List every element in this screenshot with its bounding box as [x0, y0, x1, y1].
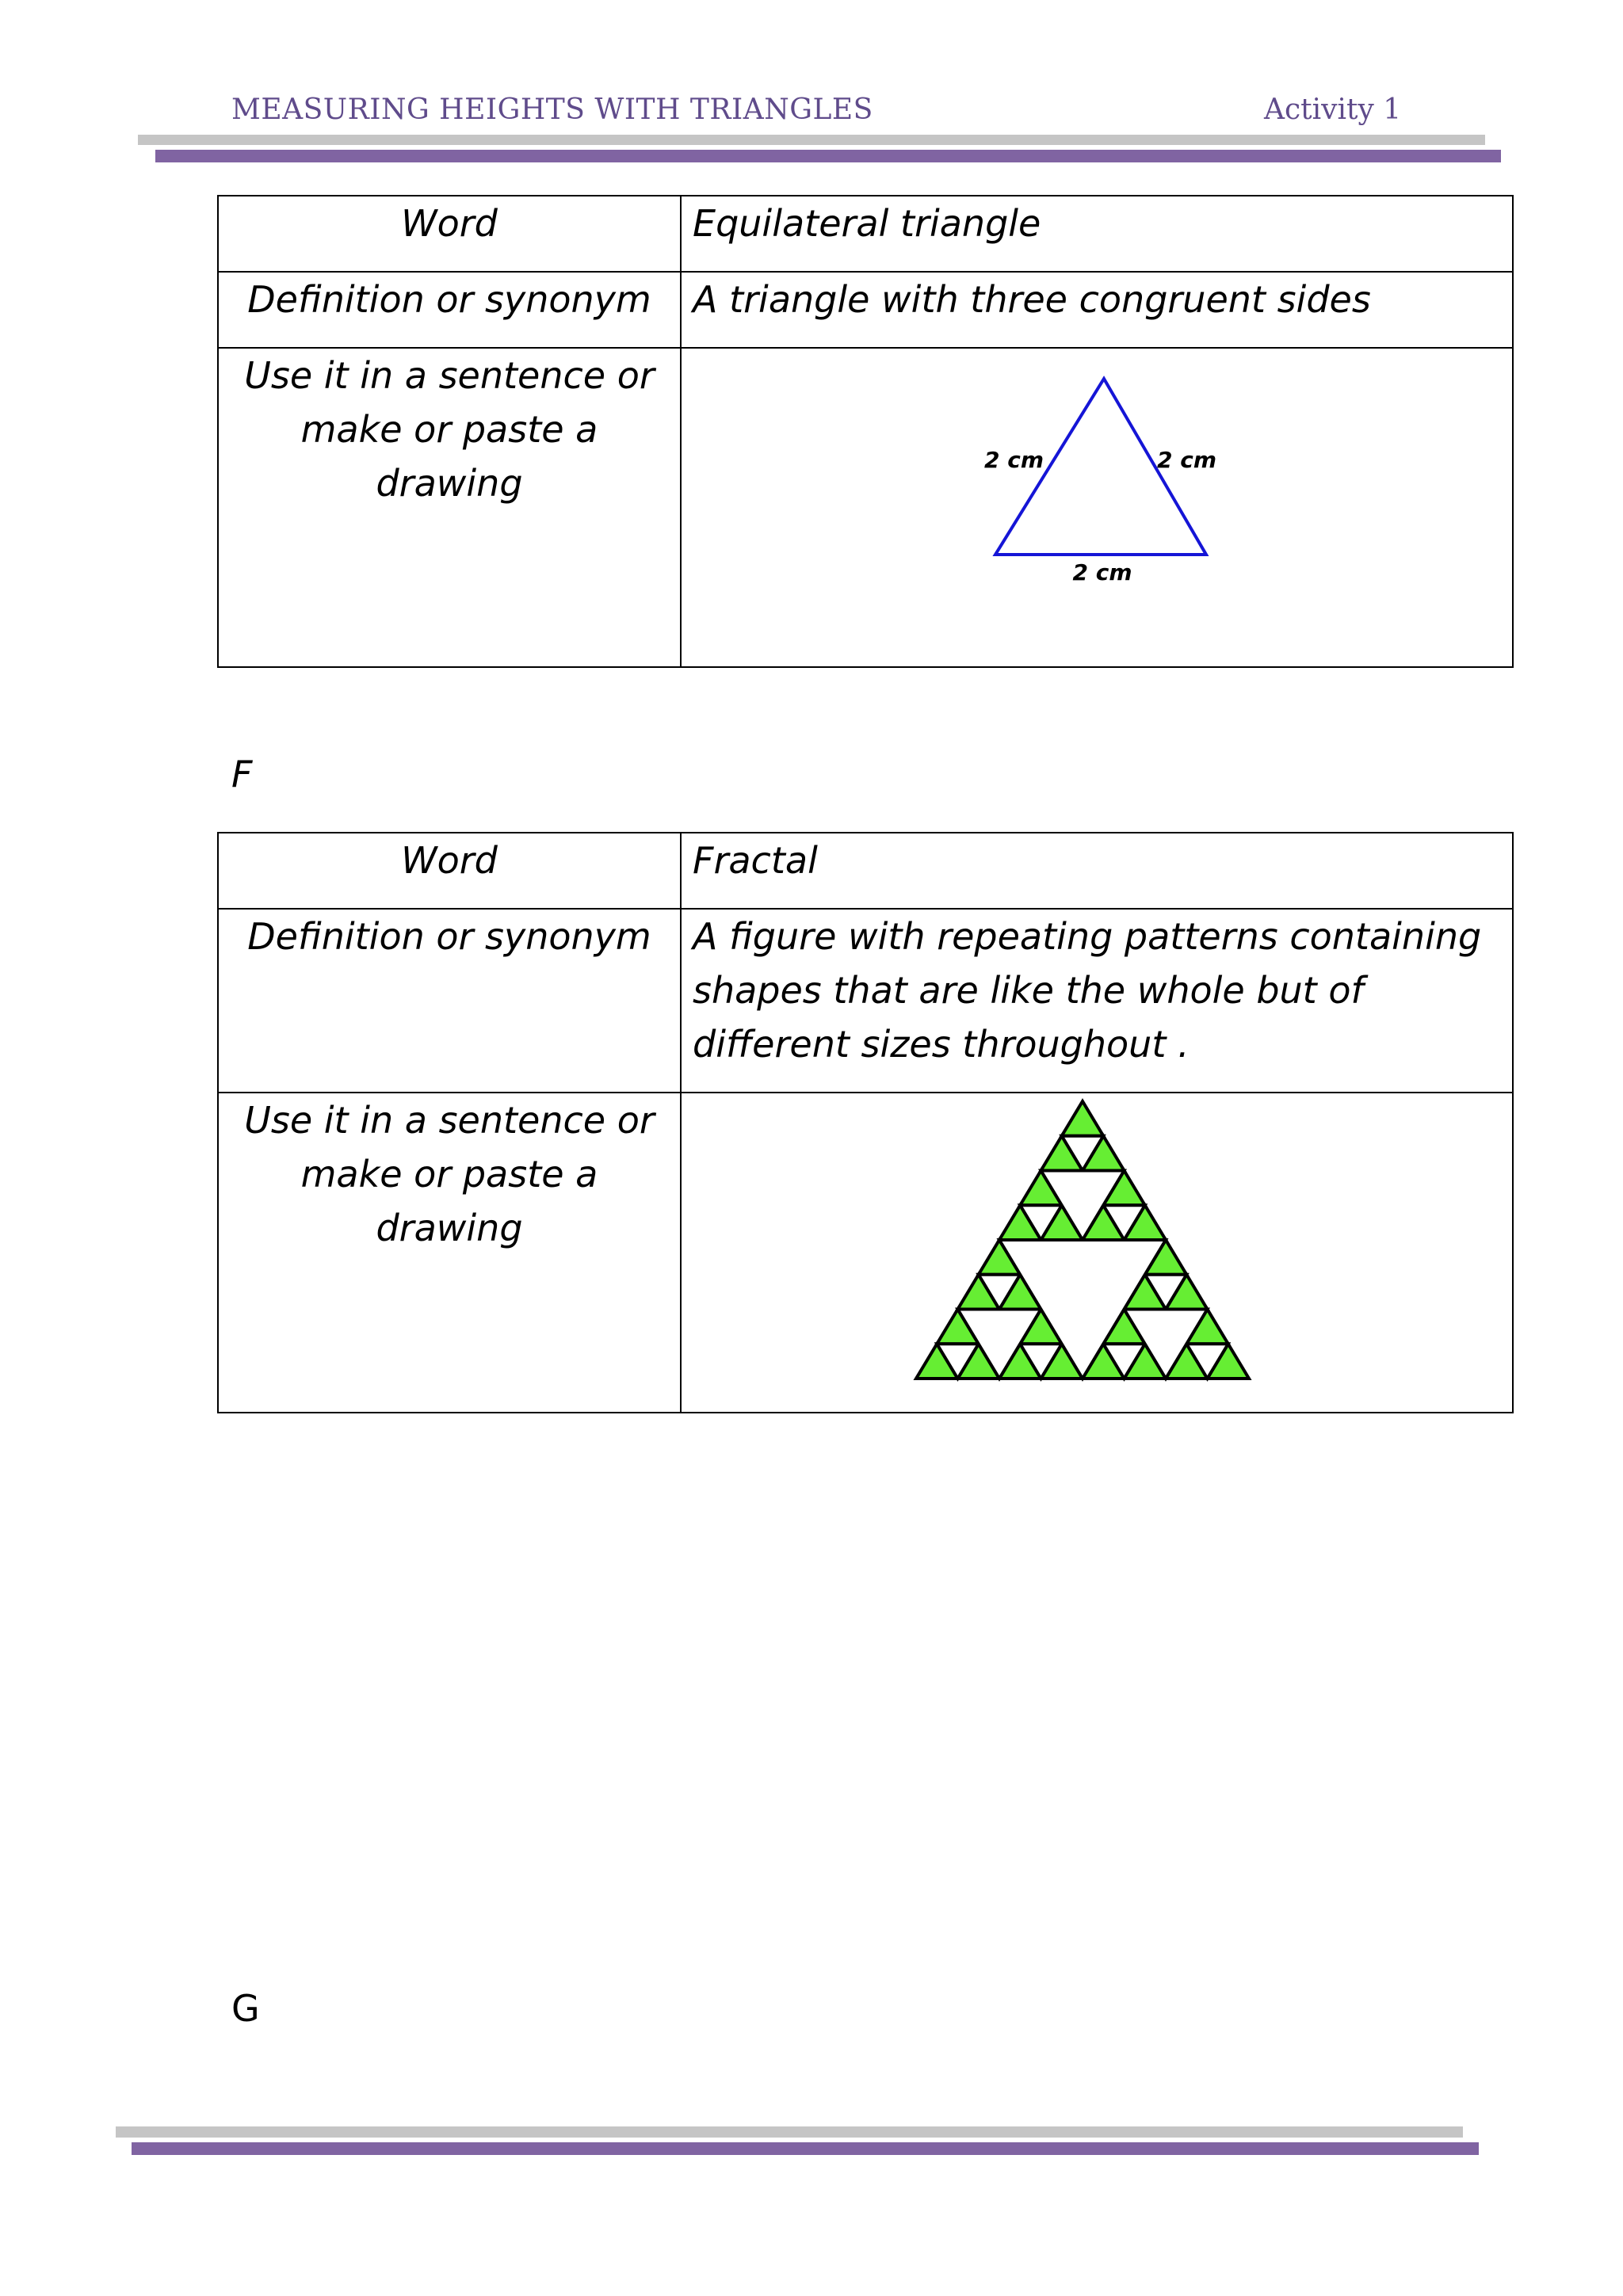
fractal-filled-triangle — [1062, 1101, 1104, 1136]
header-gray-rule — [138, 135, 1485, 145]
word-label-cell: Word — [218, 833, 681, 909]
definition-line: A figure with repeating patterns containing — [693, 915, 1482, 958]
table-row-word — [218, 833, 1513, 909]
section-letter-g: G — [231, 1987, 260, 2030]
vocab-table-fractal — [217, 832, 1514, 1413]
table-row-word — [218, 196, 1513, 272]
word-label-cell: Word — [218, 196, 681, 272]
usage-drawing-cell — [681, 348, 1513, 667]
table-row-definition — [218, 909, 1513, 1093]
word-value-cell: Fractal — [681, 833, 1513, 909]
table-row-definition — [218, 272, 1513, 348]
definition-line: different sizes throughout . — [693, 1023, 1190, 1066]
usage-label-line: make or paste a — [300, 1153, 598, 1196]
equilateral-triangle-drawing — [682, 349, 1537, 665]
usage-label-cell — [218, 1093, 681, 1413]
table-row-usage — [218, 348, 1513, 667]
usage-label-line: Use it in a sentence or — [244, 354, 655, 397]
footer-purple-rule — [132, 2142, 1479, 2155]
sierpinski-triangle-drawing — [682, 1093, 1537, 1410]
side-label-bottom: 2 cm — [1072, 559, 1132, 585]
document-header-activity: Activity 1 — [1264, 93, 1402, 126]
side-label-right: 2 cm — [1157, 447, 1217, 473]
vocab-table-equilateral — [217, 195, 1514, 668]
header-purple-rule — [155, 150, 1501, 162]
side-label-left: 2 cm — [984, 447, 1044, 473]
section-letter-f: F — [231, 753, 253, 795]
definition-line: shapes that are like the whole but of — [693, 969, 1364, 1012]
word-value-cell: Equilateral triangle — [681, 196, 1513, 272]
usage-label-cell — [218, 348, 681, 667]
usage-label-line: Use it in a sentence or — [244, 1099, 655, 1142]
definition-value-cell — [681, 909, 1513, 1093]
table-row-usage — [218, 1093, 1513, 1413]
document-header-title: MEASURING HEIGHTS WITH TRIANGLES — [231, 93, 873, 126]
usage-drawing-cell — [681, 1093, 1513, 1413]
footer-gray-rule — [116, 2126, 1463, 2138]
usage-label-line: drawing — [376, 462, 523, 505]
usage-label-line: make or paste a — [300, 408, 598, 451]
definition-value-cell: A triangle with three congruent sides — [681, 272, 1513, 348]
usage-label-line: drawing — [376, 1207, 523, 1249]
definition-label-cell: Definition or synonym — [218, 272, 681, 348]
definition-label-cell: Definition or synonym — [218, 909, 681, 1093]
